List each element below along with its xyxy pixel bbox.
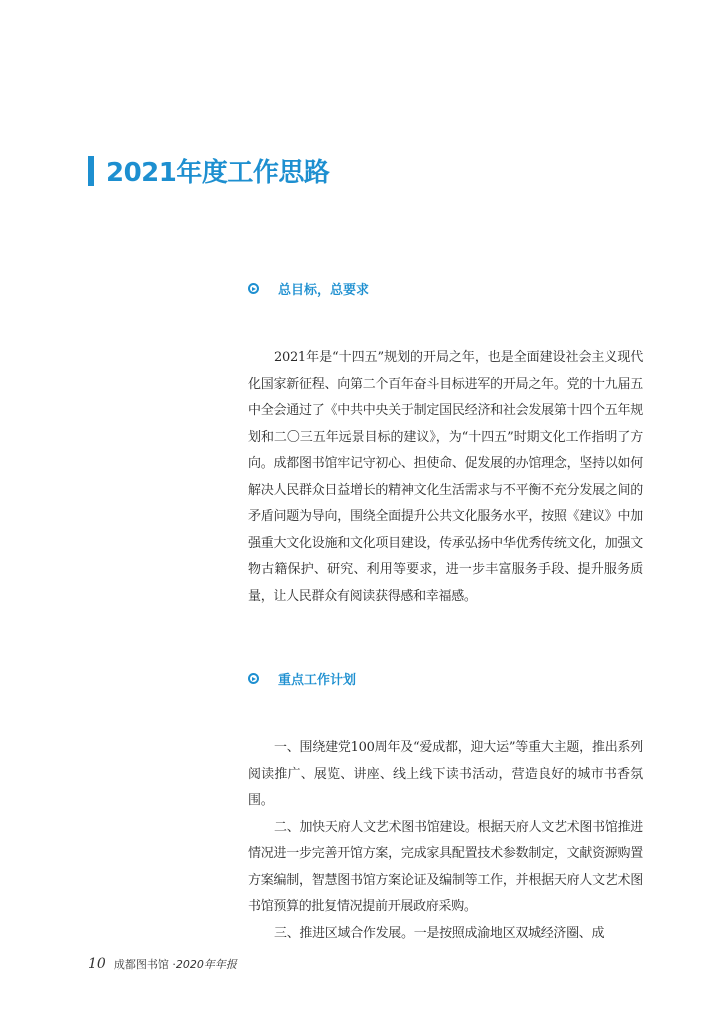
page-title: 2021年度工作思路 xyxy=(106,158,330,188)
section-title: 重点工作计划 xyxy=(278,673,357,688)
page-footer xyxy=(88,956,237,972)
paragraph: 一、围绕建党100周年及“爱成都，迎大运”等重大主题，推出系列阅读推广、展览、讲座、线上线下读书活动，营造良好的城市书香氛围。 xyxy=(248,740,643,808)
section-title: 总目标，总要求 xyxy=(278,283,370,298)
section-heading-goals xyxy=(248,279,369,298)
section-heading-plans xyxy=(248,669,356,688)
play-circle-icon xyxy=(248,673,259,684)
page-number: 10 xyxy=(88,956,106,972)
paragraph: 三、推进区域合作发展。一是按照成渝地区双城经济圈、成 xyxy=(274,925,605,941)
footer-publication: 成都图书馆 · xyxy=(113,958,176,971)
paragraph: 二、加快天府人文艺术图书馆建设。根据天府人文艺术图书馆推进情况进一步完善开馆方案，完成家具配置技术参数制定，文献资源购置方案编制，智慧图书馆方案论证及编制等工作，并根据天府人文艺术图书馆预算的批复情况提前开展政府采购。 xyxy=(248,819,643,914)
title-accent-bar xyxy=(88,156,94,186)
section-body-goals xyxy=(248,345,643,610)
paragraph: 2021年是“十四五”规划的开局之年，也是全面建设社会主义现代化国家新征程、向第二个百年奋斗目标进军的开局之年。党的十九届五中全会通过了《中共中央关于制定国民经济和社会发展第十四个五年规划和二〇三五年远景目标的建议》，为“十四五”时期文化工作指明了方向。成都图书馆牢记守初心、担使命、促发展的办馆理念，坚持以如何解决人民群众日益增长的精神文化生活需求与不平衡不充分发展之间的矛盾问题为导向，围绕全面提升公共文化服务水平，按照《建议》中加强重大文化设施和文化项目建设，传承弘扬中华优秀传统文化，加强文物古籍保护、研究、利用等要求，进一步丰富服务手段、提升服务质量，让人民群众有阅读获得感和幸福感。 xyxy=(248,350,643,604)
footer-report-name: 2020年年报 xyxy=(175,958,237,971)
play-circle-icon xyxy=(248,283,259,294)
page-title-block xyxy=(88,152,329,189)
section-body-plans xyxy=(248,735,643,947)
